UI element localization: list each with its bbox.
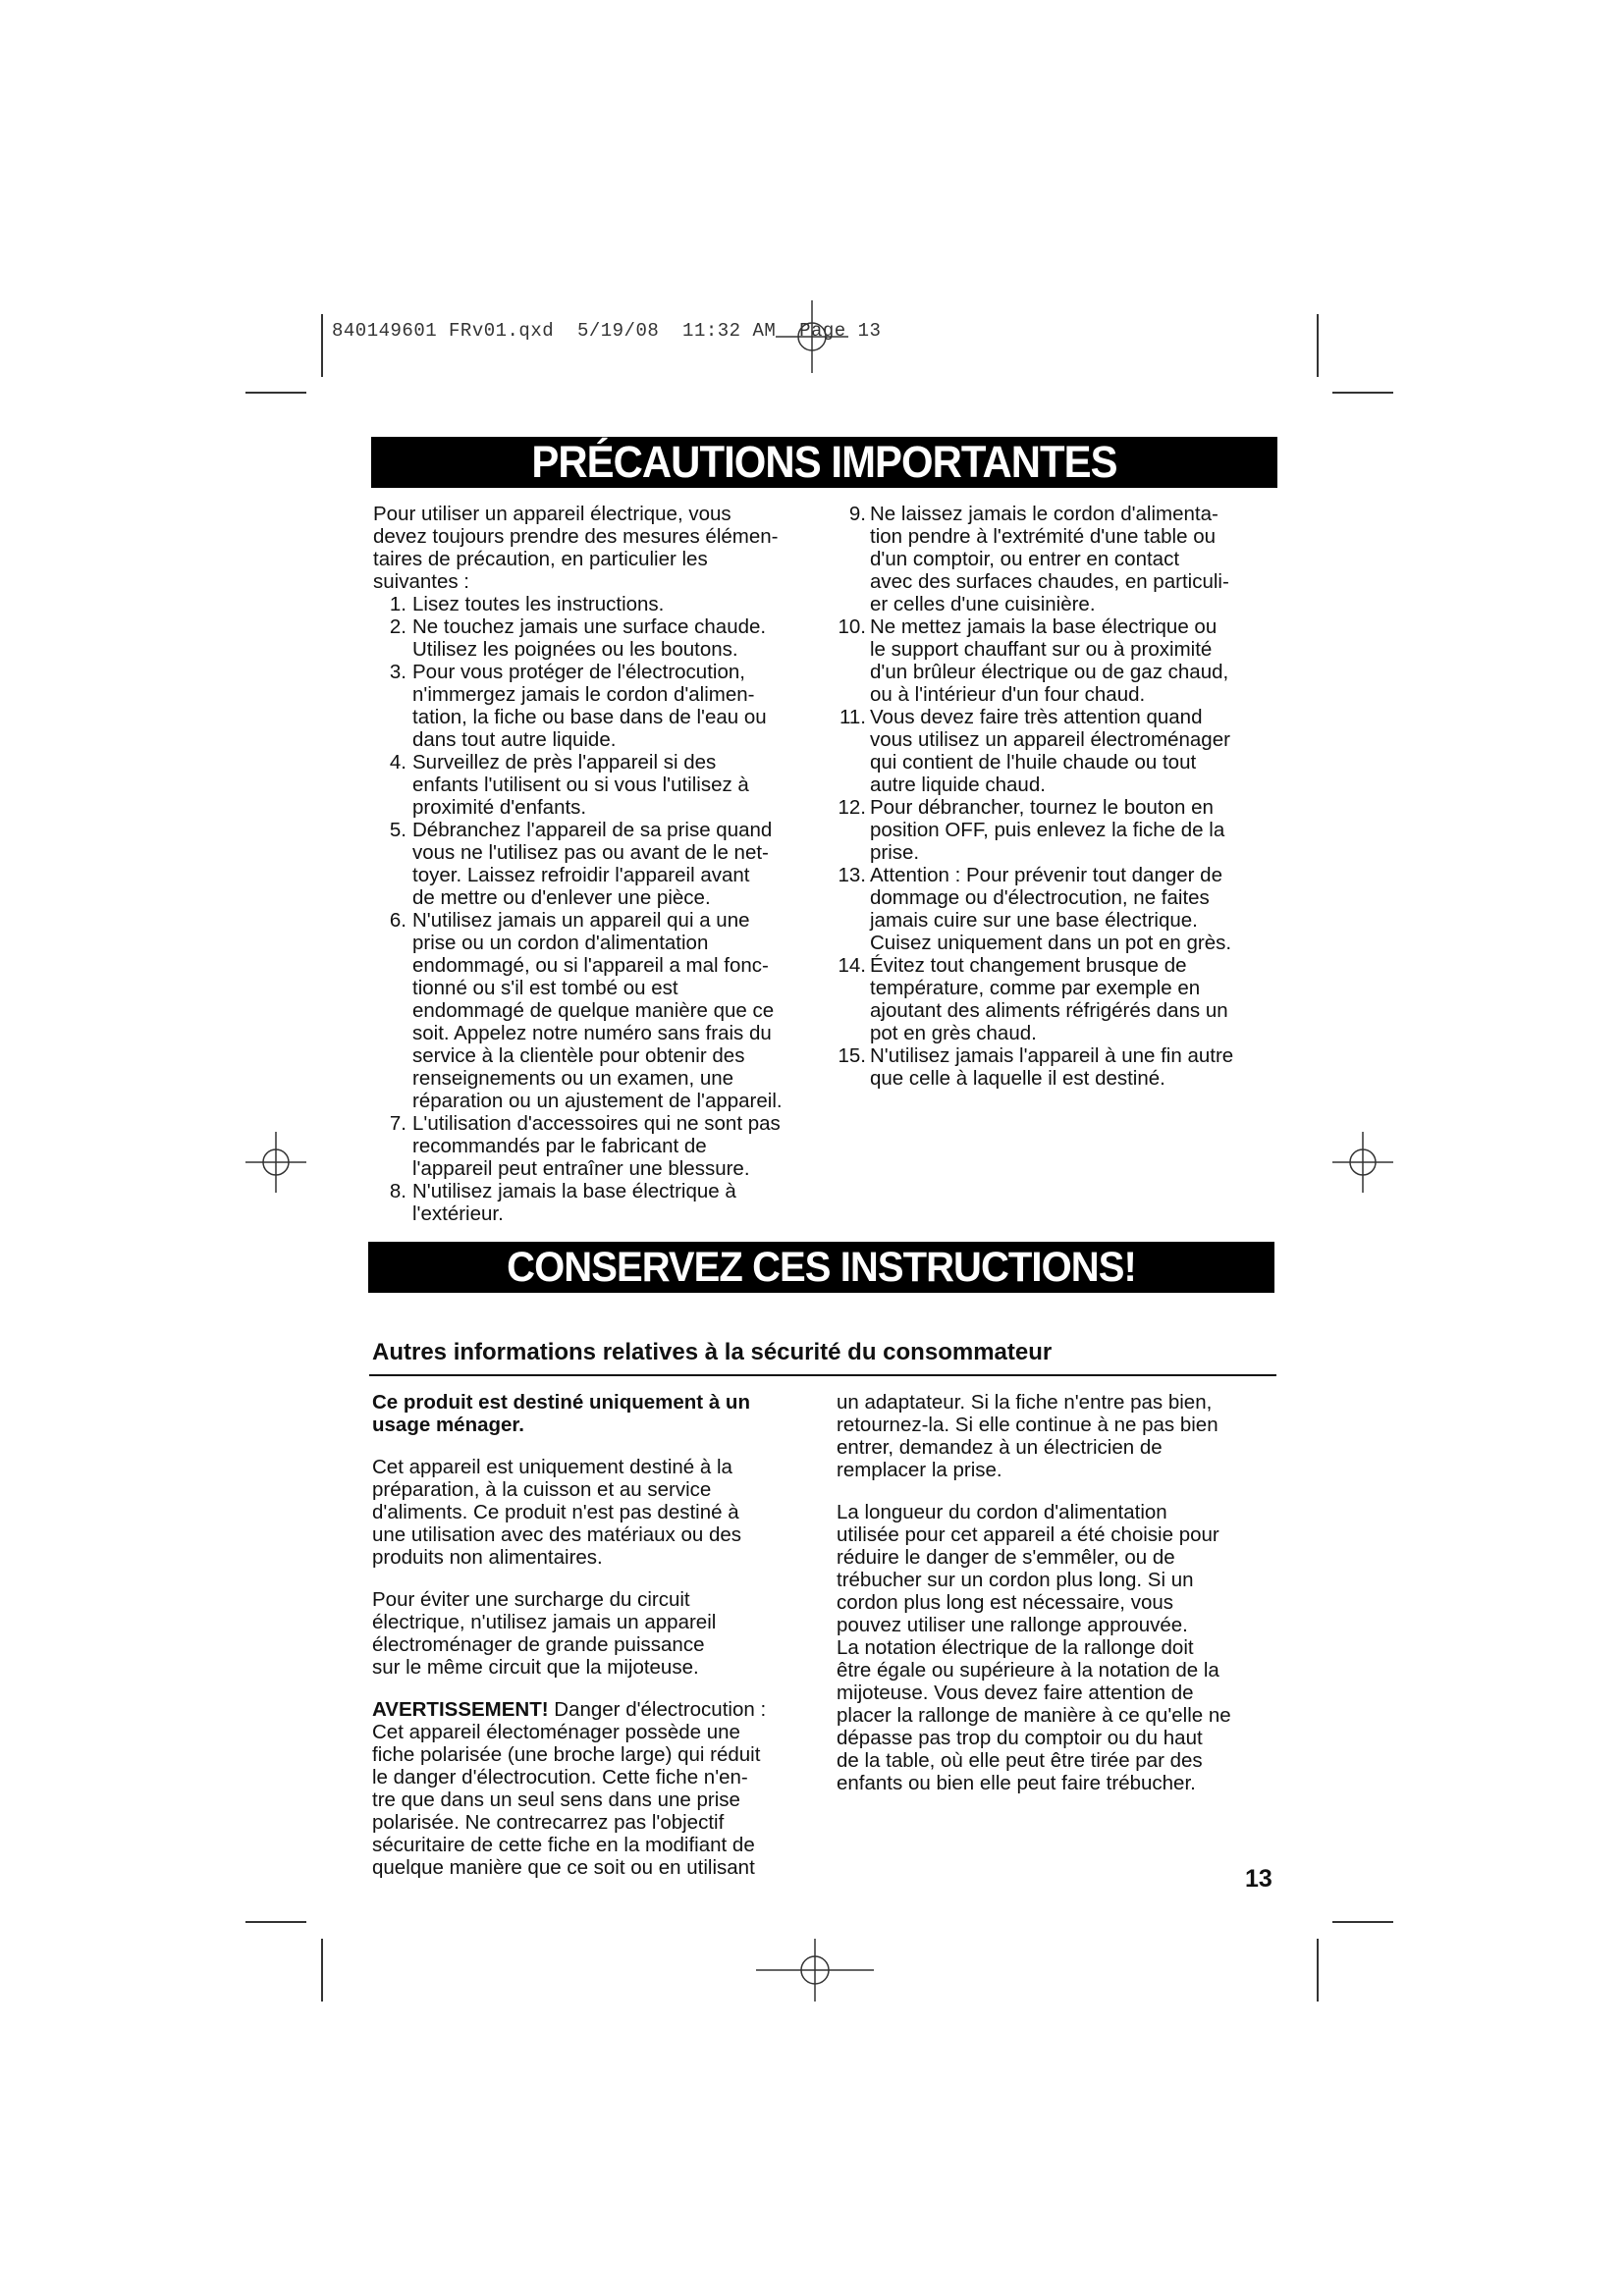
crop-mark <box>321 314 323 377</box>
list-item-line: Ne mettez jamais la base électrique ou <box>870 615 1218 638</box>
paragraph-line: entrer, demandez à un électricien de <box>837 1436 1163 1459</box>
list-item-line: le support chauffant sur ou à proximité <box>870 638 1213 661</box>
intro-text <box>373 503 815 593</box>
crop-mark <box>245 392 306 394</box>
list-item-line: Pour débrancher, tournez le bouton en <box>870 796 1214 819</box>
crop-mark <box>1332 1921 1393 1923</box>
registration-mark-icon <box>1332 1132 1393 1193</box>
list-item-line: Utilisez les poignées ou les boutons. <box>412 638 738 661</box>
paragraph <box>372 1456 814 1569</box>
list-item-line: N'utilisez jamais l'appareil à une fin autre <box>870 1044 1234 1067</box>
paragraph-line: produits non alimentaires. <box>372 1546 603 1569</box>
paragraph <box>372 1588 814 1679</box>
list-item-line: l'extérieur. <box>412 1202 504 1225</box>
list-item-number: 3. <box>389 661 406 683</box>
precautions-list-right <box>833 503 1284 1090</box>
paragraph-line: cordon plus long est nécessaire, vous <box>837 1591 1174 1614</box>
list-item <box>833 954 1284 1044</box>
list-item-line: qui contient de l'huile chaude ou tout <box>870 751 1197 774</box>
paragraph-line: mijoteuse. Vous devez faire attention de <box>837 1682 1194 1704</box>
crop-mark <box>1317 1939 1319 2002</box>
paragraph-line: sur le même circuit que la mijoteuse. <box>372 1656 699 1679</box>
list-item-line: endommagé de quelque manière que ce <box>412 999 775 1022</box>
list-item-line: Évitez tout changement brusque de <box>870 954 1187 977</box>
bold-lead <box>372 1391 814 1436</box>
paragraph-line: enfants ou bien elle peut faire trébucher. <box>837 1772 1196 1794</box>
list-item-line: Attention : Pour prévenir tout danger de <box>870 864 1222 886</box>
list-item-line: prise ou un cordon d'alimentation <box>412 932 709 954</box>
intro-line: taires de précaution, en particulier les <box>373 548 708 570</box>
list-item-line: dommage ou d'électrocution, ne faites <box>870 886 1210 909</box>
list-item <box>833 706 1284 796</box>
list-item-line: position OFF, puis enlevez la fiche de la <box>870 819 1225 841</box>
paragraph-line: La notation électrique de la rallonge doit <box>837 1636 1194 1659</box>
paragraph-line: tre que dans un seul sens dans une prise <box>372 1789 740 1811</box>
conservez-banner-text: CONSERVEZ CES INSTRUCTIONS! <box>507 1244 1136 1291</box>
list-item <box>377 593 815 615</box>
paragraph-line: le danger d'électrocution. Cette fiche n'en- <box>372 1766 748 1789</box>
list-item-line: réparation ou un ajustement de l'appareil. <box>412 1090 783 1112</box>
paragraph-line: La longueur du cordon d'alimentation <box>837 1501 1167 1523</box>
list-item-line: dans tout autre liquide. <box>412 728 617 751</box>
conservez-banner <box>368 1242 1274 1293</box>
paragraph-line: quelque manière que ce soit ou en utilisant <box>372 1856 755 1879</box>
list-item-line: Débranchez l'appareil de sa prise quand <box>412 819 773 841</box>
registration-mark-icon <box>245 1132 306 1193</box>
list-item-number: 15. <box>838 1044 866 1067</box>
intro-line: suivantes : <box>373 570 469 593</box>
list-item-line: enfants l'utilisent ou si vous l'utilisez à <box>412 774 749 796</box>
section-heading: Autres informations relatives à la sécurité du consommateur <box>372 1339 1053 1365</box>
crop-mark <box>1332 392 1393 394</box>
list-item-line: Vous devez faire très attention quand <box>870 706 1203 728</box>
list-item <box>377 661 815 751</box>
list-item-line: d'un brûleur électrique ou de gaz chaud, <box>870 661 1229 683</box>
paragraph-line: fiche polarisée (une broche large) qui réduit <box>372 1743 761 1766</box>
list-item-number: 9. <box>848 503 866 525</box>
list-item-line: endommagé, ou si l'appareil a mal fonc- <box>412 954 769 977</box>
paragraph-line: pouvez utiliser une rallonge approuvée. <box>837 1614 1188 1636</box>
crop-mark <box>245 1921 306 1923</box>
precautions-left-column <box>373 503 815 1225</box>
paragraph-line: placer la rallonge de manière à ce qu'elle ne <box>837 1704 1231 1727</box>
list-item-line: tionné ou s'il est tombé ou est <box>412 977 678 999</box>
list-item-line: pot en grès chaud. <box>870 1022 1037 1044</box>
precautions-banner <box>371 437 1277 488</box>
consumer-info-right-column <box>837 1391 1278 1814</box>
list-item-line: Pour vous protéger de l'électrocution, <box>412 661 745 683</box>
paragraph-line: dépasse pas trop du comptoir ou du haut <box>837 1727 1203 1749</box>
registration-mark-icon <box>756 1939 874 2002</box>
list-item-line: n'immergez jamais le cordon d'alimen- <box>412 683 755 706</box>
precautions-list-left <box>377 593 815 1225</box>
paragraph-line: Cet appareil électoménager possède une <box>372 1721 740 1743</box>
list-item-line: température, comme par exemple en <box>870 977 1201 999</box>
list-item-line: avec des surfaces chaudes, en particuli- <box>870 570 1229 593</box>
list-item-line: de mettre ou d'enlever une pièce. <box>412 886 711 909</box>
list-item-number: 14. <box>838 954 866 977</box>
list-item-line: Surveillez de près l'appareil si des <box>412 751 717 774</box>
list-item-line: Ne laissez jamais le cordon d'alimenta- <box>870 503 1218 525</box>
print-slug: 840149601 FRv01.qxd 5/19/08 11:32 AM Page 13 <box>332 320 882 342</box>
paragraph-line: retournez-la. Si elle continue à ne pas bien <box>837 1414 1218 1436</box>
paragraph-line: Pour éviter une surcharge du circuit <box>372 1588 690 1611</box>
list-item-number: 4. <box>389 751 406 774</box>
list-item <box>833 1044 1284 1090</box>
list-item-number: 2. <box>389 615 406 638</box>
list-item <box>377 1180 815 1225</box>
list-item <box>377 615 815 661</box>
paragraph-line: d'aliments. Ce produit n'est pas destiné à <box>372 1501 739 1523</box>
page-number: 13 <box>1245 1865 1272 1893</box>
list-item-line: ou à l'intérieur d'un four chaud. <box>870 683 1146 706</box>
divider <box>369 1374 1276 1376</box>
list-item-line: Ne touchez jamais une surface chaude. <box>412 615 767 638</box>
list-item <box>377 819 815 909</box>
list-item-line: ajoutant des aliments réfrigérés dans un <box>870 999 1228 1022</box>
list-item <box>833 615 1284 706</box>
paragraph-line: un adaptateur. Si la fiche n'entre pas bien, <box>837 1391 1213 1414</box>
paragraph-line: réduire le danger de s'emmêler, ou de <box>837 1546 1175 1569</box>
paragraph-line: remplacer la prise. <box>837 1459 1002 1481</box>
paragraph-line: usage ménager. <box>372 1414 524 1436</box>
list-item <box>377 751 815 819</box>
intro-line: devez toujours prendre des mesures élémen- <box>373 525 779 548</box>
list-item-line: er celles d'une cuisinière. <box>870 593 1096 615</box>
paragraph-line: électrique, n'utilisez jamais un appareil <box>372 1611 717 1633</box>
list-item-line: N'utilisez jamais un appareil qui a une <box>412 909 750 932</box>
list-item-number: 7. <box>389 1112 406 1135</box>
paragraph-line: une utilisation avec des matériaux ou des <box>372 1523 742 1546</box>
list-item-number: 12. <box>838 796 866 819</box>
warning-paragraph <box>372 1698 814 1879</box>
list-item-line: autre liquide chaud. <box>870 774 1046 796</box>
paragraph-line: de la table, où elle peut être tirée par des <box>837 1749 1203 1772</box>
list-item-line: renseignements ou un examen, une <box>412 1067 734 1090</box>
list-item-number: 13. <box>838 864 866 886</box>
list-item-number: 1. <box>389 593 406 615</box>
list-item-line: service à la clientèle pour obtenir des <box>412 1044 745 1067</box>
paragraph-line: électroménager de grande puissance <box>372 1633 705 1656</box>
list-item-line: Lisez toutes les instructions. <box>412 593 665 615</box>
paragraph-line: trébucher sur un cordon plus long. Si un <box>837 1569 1194 1591</box>
list-item-line: L'utilisation d'accessoires qui ne sont pas <box>412 1112 781 1135</box>
list-item-line: proximité d'enfants. <box>412 796 587 819</box>
list-item-line: Cuisez uniquement dans un pot en grès. <box>870 932 1232 954</box>
paragraph-line: Ce produit est destiné uniquement à un <box>372 1391 750 1414</box>
list-item-line: soit. Appelez notre numéro sans frais du <box>412 1022 772 1044</box>
paragraph-line: utilisée pour cet appareil a été choisie pour <box>837 1523 1219 1546</box>
crop-mark <box>1317 314 1319 377</box>
list-item-line: N'utilisez jamais la base électrique à <box>412 1180 736 1202</box>
paragraph-line: préparation, à la cuisson et au service <box>372 1478 712 1501</box>
list-item-line: prise. <box>870 841 920 864</box>
list-item-line: toyer. Laissez refroidir l'appareil avant <box>412 864 750 886</box>
list-item-number: 6. <box>389 909 406 932</box>
precautions-right-column <box>833 503 1284 1090</box>
list-item-line: tion pendre à l'extrémité d'une table ou <box>870 525 1217 548</box>
list-item-number: 11. <box>839 706 866 728</box>
paragraph <box>837 1391 1278 1481</box>
list-item-line: l'appareil peut entraîner une blessure. <box>412 1157 750 1180</box>
list-item-line: d'un comptoir, ou entrer en contact <box>870 548 1180 570</box>
warning-label: AVERTISSEMENT! <box>372 1698 549 1721</box>
list-item-line: vous ne l'utilisez pas ou avant de le net- <box>412 841 769 864</box>
list-item-line: tation, la fiche ou base dans de l'eau ou <box>412 706 767 728</box>
crop-mark <box>321 1939 323 2002</box>
list-item <box>377 909 815 1112</box>
list-item-number: 10. <box>838 615 866 638</box>
consumer-info-left-column <box>372 1391 814 1898</box>
paragraph <box>837 1501 1278 1794</box>
paragraph-line: être égale ou supérieure à la notation de la <box>837 1659 1219 1682</box>
list-item-line: vous utilisez un appareil électroménager <box>870 728 1230 751</box>
list-item-line: recommandés par le fabricant de <box>412 1135 707 1157</box>
paragraph-line: Cet appareil est uniquement destiné à la <box>372 1456 732 1478</box>
list-item <box>833 796 1284 864</box>
paragraph-line: sécuritaire de cette fiche en la modifiant de <box>372 1834 755 1856</box>
precautions-banner-text: PRÉCAUTIONS IMPORTANTES <box>531 437 1117 487</box>
list-item-line: que celle à laquelle il est destiné. <box>870 1067 1165 1090</box>
list-item-number: 5. <box>389 819 406 841</box>
list-item <box>833 503 1284 615</box>
list-item-number: 8. <box>389 1180 406 1202</box>
list-item <box>833 864 1284 954</box>
list-item-line: jamais cuire sur une base électrique. <box>870 909 1198 932</box>
list-item <box>377 1112 815 1180</box>
paragraph-line: AVERTISSEMENT! Danger d'électrocution : <box>372 1698 767 1721</box>
intro-line: Pour utiliser un appareil électrique, vous <box>373 503 731 525</box>
paragraph-line: polarisée. Ne contrecarrez pas l'objectif <box>372 1811 725 1834</box>
